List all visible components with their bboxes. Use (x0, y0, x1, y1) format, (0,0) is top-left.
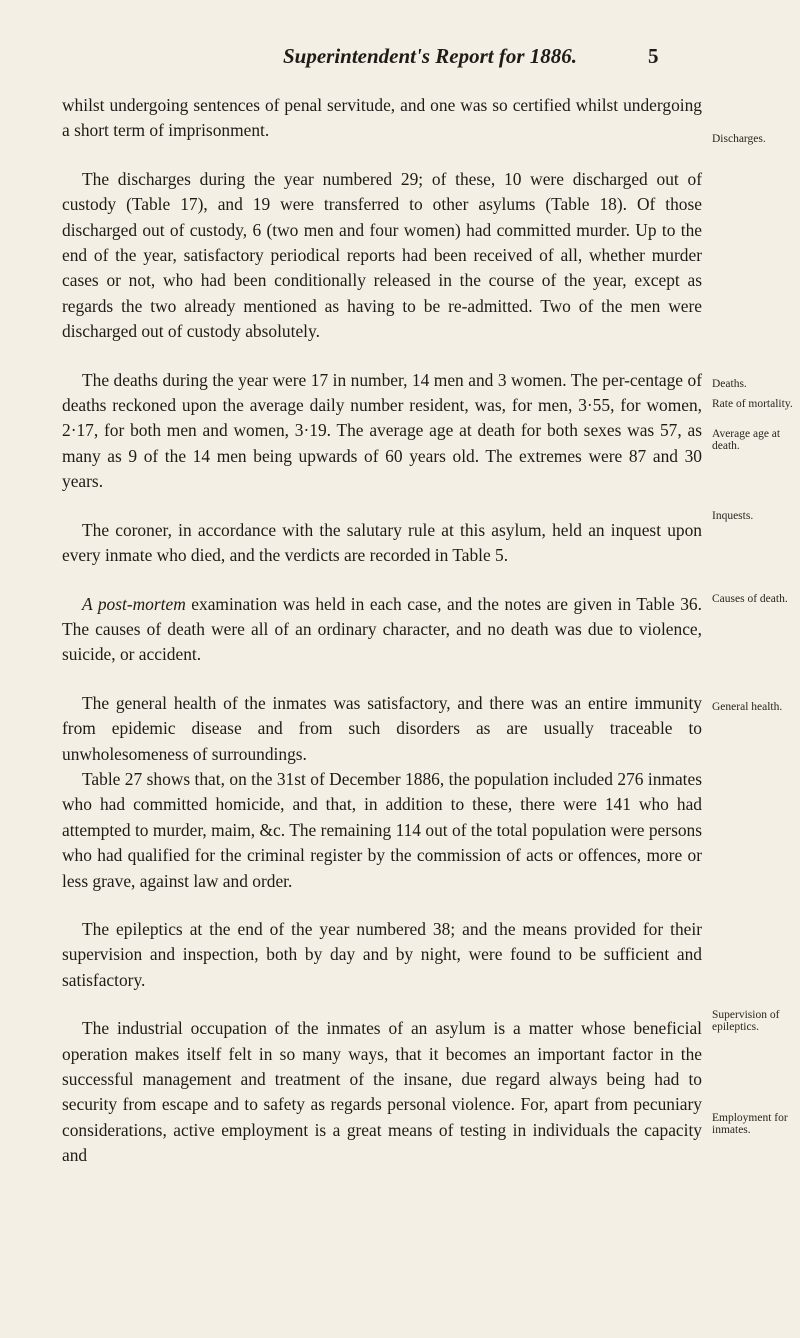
page-number: 5 (648, 44, 659, 68)
margin-note-inquests: Inquests. (712, 510, 754, 522)
margin-note-causes-of-death: Causes of death. (712, 593, 788, 605)
margin-note-discharges: Discharges. (712, 133, 766, 145)
paragraph-post-mortem (62, 592, 702, 668)
post-mortem-text: examination was held in each case, and the notes are given in Table 36. The causes of death were all of an ordinary character, and no death was due to violence, suicide, or accident. (62, 593, 702, 665)
paragraph-epileptics: The epileptics at the end of the year numbered 38; and the means provided for their supervision and inspection, both by day and by night, were found to be sufficient and satisfactory. (62, 918, 702, 990)
paragraph-table-27: Table 27 shows that, on the 31st of December 1886, the population included 276 inmates who had committed homicide, and that, in addition to these, there were 141 who had attempted to murder, maim, &c. The remaining 114 out of the total population were persons who had qualified for the criminal register by the commission of acts or offences, more or less grave, against law and order. (62, 768, 702, 891)
paragraph-discharges: The discharges during the year numbered 29; of these, 10 were discharged out of custody (Table 17), and 19 were transferred to other asylums (Table 18). Of those discharged out of custody, 6 (two men and four women) had committed murder. Up to the end of the year, satisfactory periodical reports had been received of all, whether murder cases or not, who had been conditionally released in the course of the year, except as regards the two already mentioned as having to be re-admitted. Two of the men were discharged out of custody absolutely. (62, 168, 702, 342)
margin-note-average-age: Average age at death. (712, 428, 781, 452)
paragraph-general-health: The general health of the inmates was satisfactory, and there was an entire immunity from epidemic disease and from such disorders as are usually traceable to unwholesomeness of surroundings. (62, 692, 702, 764)
running-header: Superintendent's Report for 1886. (282, 44, 578, 68)
paragraph-deaths: The deaths during the year were 17 in number, 14 men and 3 women. The per-centage of deaths reckoned upon the average daily number resident, was, for men, 3·55, for women, 2·17, for both men and women, 3·19. The average age at death for both sexes was 57, as many as 9 of the 14 men being upwards of 60 years old. The extremes were 87 and 30 years. (62, 369, 702, 492)
body-text (62, 93, 702, 1192)
margin-note-supervision-epileptics: Supervision of epileptics. (712, 1009, 780, 1033)
paragraph-inquests: The coroner, in accordance with the salutary rule at this asylum, held an inquest upon every inmate who died, and the verdicts are recorded in Table 5. (62, 519, 702, 566)
margin-note-rate-of-mortality: Rate of mortality. (712, 398, 793, 410)
margin-note-deaths: Deaths. (712, 378, 747, 390)
margin-note-general-health: General health. (712, 701, 783, 713)
paragraph-penal-servitude: whilst undergoing sentences of penal servitude, and one was so certified whilst undergoing a short term of imprisonment. (62, 95, 702, 141)
post-mortem-label: A post-mortem (82, 593, 186, 614)
paragraph-industrial: The industrial occupation of the inmates of an asylum is a matter whose beneficial operation makes itself felt in so many ways, that it becomes an important factor in the successful management and treatment of the insane, due regard always being had to security from escape and to safety as regards personal violence. For, apart from pecuniary considerations, active employment is a great means of testing in individuals the capacity and (62, 1018, 702, 1166)
margin-note-employment: Employment for inmates. (712, 1112, 788, 1136)
